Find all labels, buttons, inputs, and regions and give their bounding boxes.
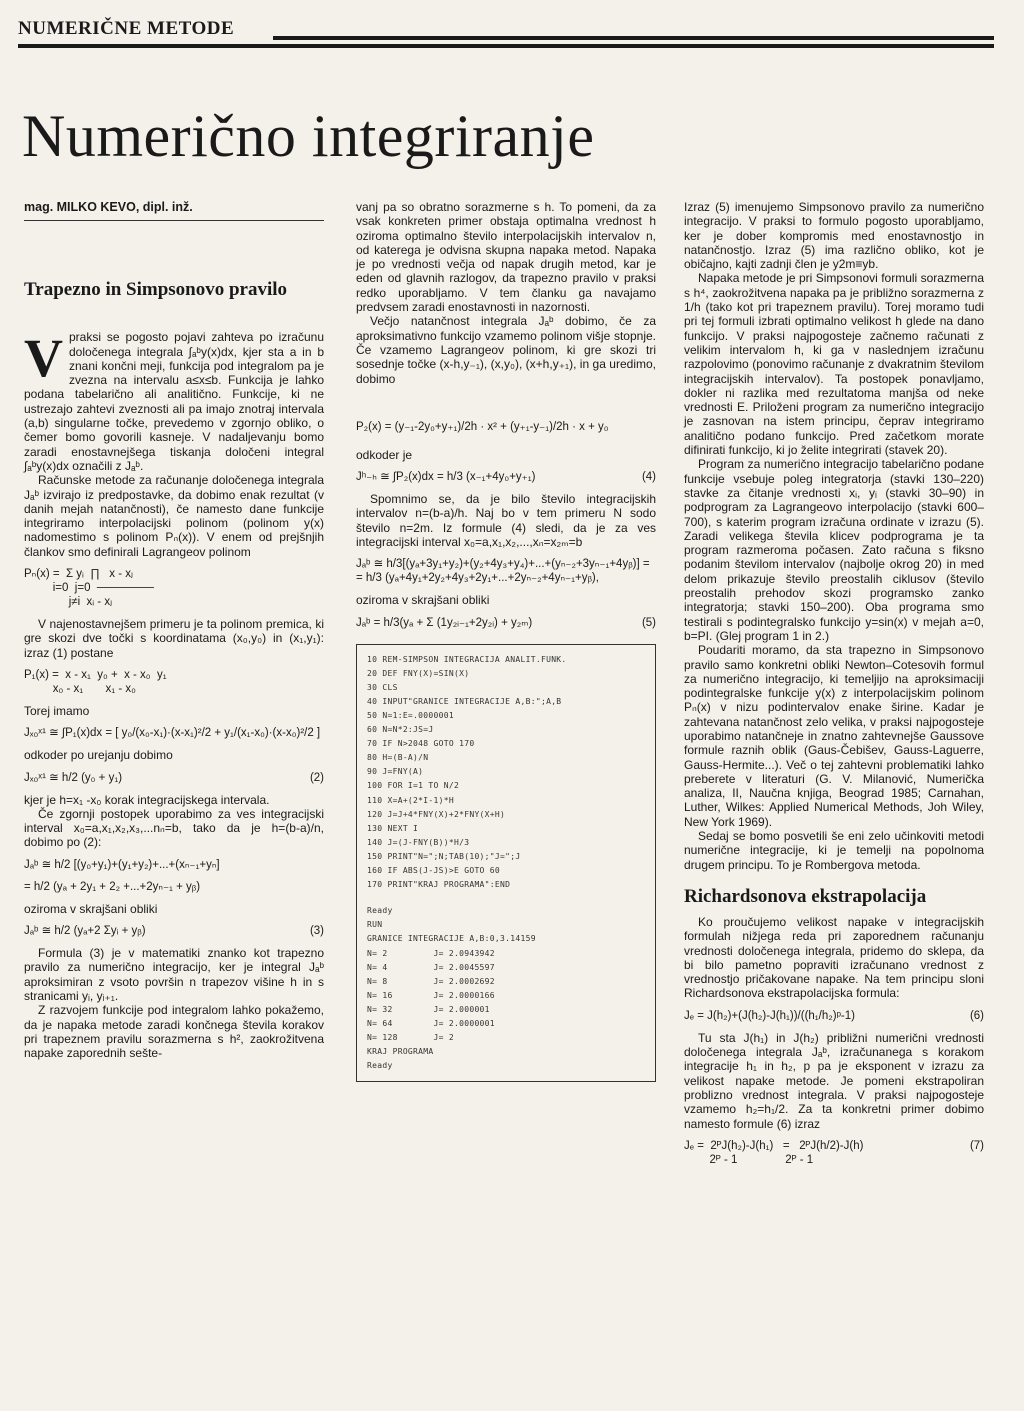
- column-3: [684, 200, 984, 1175]
- formula-number: (7): [969, 1139, 984, 1152]
- formula-p2: P₂(x) = (y₋₁-2y₀+y₊₁)/2h · x² + (y₊₁-y₋₁)/2h · x + y₀: [356, 420, 609, 433]
- paragraph: Sedaj se bomo posvetili še eni zelo učinkoviti metodi numerične integracije, ki je temelji na popolnoma drugem principu. To je Rombergova metoda.: [684, 829, 984, 872]
- paragraph: Spomnimo se, da je bilo število integracijskih intervalov n=(b-a)/h. Naj bo v tem primeru N sodo število n=2m. Iz formule (4) sledi, da je za ves integracijski interval x₀=a,x₁,x₂,...,xₙ=x₂ₘ=b: [356, 492, 656, 550]
- section-label: NUMERIČNE METODE: [18, 18, 235, 39]
- paragraph: Torej imamo: [24, 703, 90, 718]
- paragraph: Z razvojem funkcije pod integralom lahko pokažemo, da je napaka metode zaradi končnega števila korakov pri trapeznem pravilu sorazmerna s h², zaokrožitvena napake zaporednih sešte-: [24, 1003, 324, 1061]
- output-line: N= 128 J= 2: [367, 1033, 454, 1043]
- code-line: 140 J=(J-FNY(B))*H/3: [367, 837, 470, 847]
- formula-6: (6) Jₑ = J(h₂)+(J(h₂)-J(h₁))/((h₁/h₂)ᵖ-1): [684, 1009, 984, 1022]
- code-lines: [367, 653, 645, 893]
- output-line: N= 2 J= 2.0943942: [367, 948, 495, 958]
- column-1: [24, 200, 324, 1060]
- formula-integral-p1: Jₓ₀ˣ¹ ≅ ∫P₁(x)dx = [ y₀/(x₀-x₁)·(x-x₁)²/2 + y₁/(x₁-x₀)·(x-x₀)²/2 ]: [24, 727, 321, 740]
- paragraph: Vpraksi se pogosto pojavi zahteva po izračunu določenega integrala ∫ₐᵇy(x)dx, kjer sta a in b znani končni meji, funkcija pod integralom pa je zvezna na intervalu a≤x≤b. Funkcija je lahko podana tabelarično ali analitično. Funkcije, ki ne ustrezajo zahtevi zveznosti ali pa imajo znotraj intervala (a,b) singularne točke, prevedemo v zgornjo obliko, o čemer bomo govorili kasneje. V nadaljevanju bomo zaradi enostavnejšega tiskanja določeni integral ∫ₐᵇy(x)dx označili z Jₐᵇ.: [24, 328, 324, 473]
- output-line: N= 64 J= 2.0000001: [367, 1018, 495, 1028]
- code-line: 170 PRINT"KRAJ PROGRAMA":END: [367, 880, 511, 890]
- formula-trapez-sum: Jₐᵇ ≅ h/2 [(y₀+y₁)+(y₁+y₂)+...+(xₙ₋₁+yₙ]: [24, 858, 220, 871]
- code-line: 130 NEXT I: [367, 823, 419, 833]
- formula-7: (7) Jₑ = 2ᴾJ(h₂)-J(h₁) = 2ᴾJ(h/2)-J(h) 2ᴾ - 1 2ᴾ - 1: [684, 1139, 984, 1166]
- author-byline: mag. MILKO KEVO, dipl. inž.: [24, 200, 324, 221]
- formula-number: (2): [309, 771, 324, 784]
- paragraph: Računske metode za računanje določenega integrala Jₐᵇ izvirajo iz predpostavke, da dobimo enak rezultat (v danih mejah natančnosti), če namesto dane funkcije integriramo interpolacijski polinom (polinom y(x) nadomestimo s polinom Pₙ(x)). V enem od prejšnjih člankov smo definirali Lagrangeov polinom: [24, 473, 324, 559]
- program-listing: [356, 644, 656, 1083]
- output-line: Ready: [367, 906, 393, 916]
- paragraph: Formula (3) je v matematiki znanko kot trapezno pravilo za numerično integracijo, ker je integral Jₐᵇ aproksimiran z vsoto površin n trapezov višine h in s stranicami yᵢ, yᵢ₊₁.: [24, 946, 324, 1003]
- formula-3: (3) Jₐᵇ ≅ h/2 (yₐ+2 Σyᵢ + yᵦ): [24, 925, 324, 938]
- paragraph: oziroma v skrajšani obliki: [356, 593, 490, 608]
- program-output: [367, 904, 645, 1073]
- paragraph: V najenostavnejšem primeru je ta polinom premica, ki gre skozi dve točki s koordinatama (x₀,y₀) in (x₁,y₁): izraz (1) postane: [24, 617, 324, 660]
- formula-number: (3): [309, 925, 324, 938]
- output-line: GRANICE INTEGRACIJE A,B:0,3.14159: [367, 934, 536, 944]
- code-line: 150 PRINT"N=";N;TAB(10);"J=";J: [367, 851, 521, 861]
- section-heading-trapezno: Trapezno in Simpsonovo pravilo: [24, 279, 288, 301]
- formula-trapez-sum-2: = h/2 (yₐ + 2y₁ + 2₂ +...+2yₙ₋₁ + yᵦ): [24, 880, 201, 893]
- paragraph: Program za numerično integracijo tabelarično podane funkcije vsebuje poleg integratorja (stavki 130–220) stavke za čitanje vrednosti xᵢ, yᵢ (stavki 30–90) in podprogram za Lagrangeovo interpolacijo (stavki 600–700), s katerim program izračuna ordinate v izrazu (5). Zaradi velikega števila klicev podprograma je ta program razmeroma počasen. Zato računa s fiksno podanim številom intervalov (najbolje okrog 20) in med delom prikazuje število preostalih ciklusov (število preostalih prehodov skozi programsko zanko integratorja; stavki 150–200). Oba programa smo testirali s podintegralsko funkcijo y=sin(x) v mejah a=0, b=PI. (Glej program 1 in 2.): [684, 457, 984, 643]
- page-header: [18, 14, 994, 54]
- output-line: N= 4 J= 2.0045597: [367, 962, 495, 972]
- formula-5: (5) Jₐᵇ = h/3(yₐ + Σ (1y₂ᵢ₋₁+2y₂ᵢ) + y₂ₘ): [356, 616, 656, 629]
- paragraph: oziroma v skrajšani obliki: [24, 901, 158, 916]
- paragraph: Poudariti moramo, da sta trapezno in Simpsonovo pravilo samo konkretni obliki Newton–Cotesovih formul za numerično integracijo, ki temeljijo na aproksimaciji podintegralske funkcije y(x) z interpolacijskim polinom Pₙ(x) v nizu podintervalov enake širine. Kadar je zahtevana natančnost zelo velika, v praksi najpogosteje uporabimo natančneje in znatno zahtevnejše Gaussove formule raznih oblik (Gaus-Čebišev, Gauss-Laguerre, Gauss-Hermite...). Več o tej zahtevni problematiki lahko preberete v literaturi (G. V. Milanović, Numerička analiza, II, Naučna knjiga, Beograd 1985; Carnahan, Luther, Wilkes: Applied Numerical Methods, Joh Wiley, New York 1969).: [684, 643, 984, 829]
- paragraph: Napaka metode je pri Simpsonovi formuli sorazmerna s h⁴, zaokrožitvena napaka pa je približno sorazmerna z 1/h (tako kot pri trapeznem pravilu). Torej moramo tudi pri tej formuli izbrati optimalno velikost h glede na dano funkcijo. V praksi najpogosteje začnemo računati z velikim intervalom h, ki ga v naslednjem izračunu razpolovimo (ponovimo računanje z dvakratnim številom integracijskih intervalov). Ta postopek ponavljamo, dokler ni razlika med rezultatoma manjša od neke vrednosti E. Priloženi program za numerično integracijo je zasnovan na istem principu, čeprav integriramo analitično podano funkcijo. Pred začetkom morate difinirati funkcijo, ki jo želite integrirati (stavek 20).: [684, 271, 984, 458]
- code-line: 90 J=FNY(A): [367, 767, 424, 777]
- output-line: N= 16 J= 2.0000166: [367, 990, 495, 1000]
- formula-p1: P₁(x) = x - x₁ y₀ + x - x₀ y₁ x₀ - x₁ x₁ - x₀: [24, 668, 167, 695]
- output-line: N= 32 J= 2.000001: [367, 1004, 490, 1014]
- paragraph: Ko proučujemo velikost napake v integracijskih formulah nižjega reda pri zaporednem računanju vrednosti določenega integrala, pridemo do sklepa, da bi bilo pametno popraviti izračunano vrednost z vrednostjo pričakovane napake. Na tem principu sloni Richardsonova ekstrapolacijska formula:: [684, 914, 984, 1001]
- code-line: 60 N=N*2:JS=J: [367, 725, 434, 735]
- section-heading-richardson: Richardsonova ekstrapolacija: [684, 885, 927, 907]
- code-line: 110 X=A+(2*I-1)*H: [367, 795, 454, 805]
- code-line: 160 IF ABS(J-JS)>E GOTO 60: [367, 866, 501, 876]
- header-rule: [273, 36, 994, 40]
- formula-4: (4) Jʰ₋ₕ ≅ ∫P₂(x)dx = h/3 (x₋₁+4y₀+y₊₁): [356, 471, 656, 484]
- article-title: Numerično integriranje: [22, 103, 595, 169]
- paragraph: Izraz (5) imenujemo Simpsonovo pravilo za numerično integracijo. V praksi to formulo pogosto uporabljamo, ker je dober kompromis med enostavnostjo in natančnostjo. Izraz (5) ima različno obliko, kot je običajno, kajti zadnji člen je y2m≡yb.: [684, 200, 984, 272]
- code-line: 120 J=J+4*FNY(X)+2*FNY(X+H): [367, 809, 506, 819]
- code-line: 80 H=(B-A)/N: [367, 753, 429, 763]
- formula-number: (6): [969, 1009, 984, 1022]
- formula-number: (4): [641, 471, 656, 484]
- paragraph: vanj pa so obratno sorazmerne s h. To pomeni, da za vsak konkreten primer obstaja optimalna vrednost h oziroma optimalno število interpolacijskih intervalov n, od katerega je odvisna skupna napaka metod. Napaka je po vrednosti večja od napak drugih metod, kar je eden od glavnih razlogov, da trapezno pravilo v praksi redko uporabljamo. V tem članku ga navajamo predvsem zaradi enostavnosti in nazornosti.: [356, 200, 656, 315]
- formula-number: (5): [641, 616, 656, 629]
- header-rule-lower: [18, 44, 994, 48]
- paragraph: Tu sta J(h₁) in J(h₂) približni numerični vrednosti določenega integrala Jₐᵇ, izračunanega s korakom integracije h₁ in h₂, p pa je eksponent v izrazu za velikost napake metode. Je pomeni ekstrapoliran problizno vrednost integrala. V praksi najpogosteje vzamemo h₂=h₁/2. Za ta konkretni primer dobimo namesto formule (6) izraz: [684, 1030, 984, 1131]
- paragraph: kjer je h=x₁ -x₀ korak integracijskega intervala.: [24, 792, 270, 807]
- paragraph: Večjo natančnost integrala Jₐᵇ dobimo, če za aproksimativno funkcijo vzamemo polinom višje stopnje. Če vzamemo Lagrangeov polinom, ki gre skozi tri sosednje točke (x-h,y₋₁), (x,y₀), (x+h,y₊₁), in ga uredimo, dobimo: [356, 314, 656, 386]
- formula-2: (2) Jₓ₀ˣ¹ ≅ h/2 (y₀ + y₁): [24, 771, 324, 784]
- formula-simpson-sum: Jₐᵇ ≅ h/3[(yₐ+3y₁+y₂)+(y₂+4y₃+y₄)+...+(yₙ₋₂+3yₙ₋₁+4yᵦ)] = = h/3 (yₐ+4y₁+2y₂+4y₃+2y₁+...+2yₙ₋₂+4yₙ₋₁+yᵦ),: [356, 558, 650, 585]
- paragraph: odkoder po urejanju dobimo: [24, 748, 173, 763]
- output-line: Ready: [367, 1061, 393, 1071]
- paragraph: odkoder je: [356, 447, 413, 462]
- drop-cap: V: [24, 328, 63, 389]
- code-line: 40 INPUT"GRANICE INTEGRACIJE A,B:";A,B: [367, 696, 562, 706]
- formula-lagrange: Pₙ(x) = Σ yᵢ ∏ x - xⱼ i=0 j=0 ─────── j≠i xᵢ - xⱼ: [24, 568, 154, 609]
- code-line: 50 N=1:E=.0000001: [367, 711, 454, 721]
- code-line: 30 CLS: [367, 682, 398, 692]
- code-line: 100 FOR I=1 TO N/2: [367, 781, 460, 791]
- code-line: 70 IF N>2048 GOTO 170: [367, 739, 475, 749]
- column-2: [356, 200, 656, 1088]
- output-line: RUN: [367, 920, 383, 930]
- paragraph: Če zgornji postopek uporabimo za ves integracijski interval x₀=a,x₁,x₂,x₃,...nₙ=b, tako da je h=(b-a)/n, dobimo po (2):: [24, 806, 324, 850]
- code-line: 10 REM-SIMPSON INTEGRACIJA ANALIT.FUNK.: [367, 654, 567, 664]
- output-line: N= 8 J= 2.0002692: [367, 976, 495, 986]
- output-line: KRAJ PROGRAMA: [367, 1047, 434, 1057]
- code-line: 20 DEF FNY(X)=SIN(X): [367, 668, 470, 678]
